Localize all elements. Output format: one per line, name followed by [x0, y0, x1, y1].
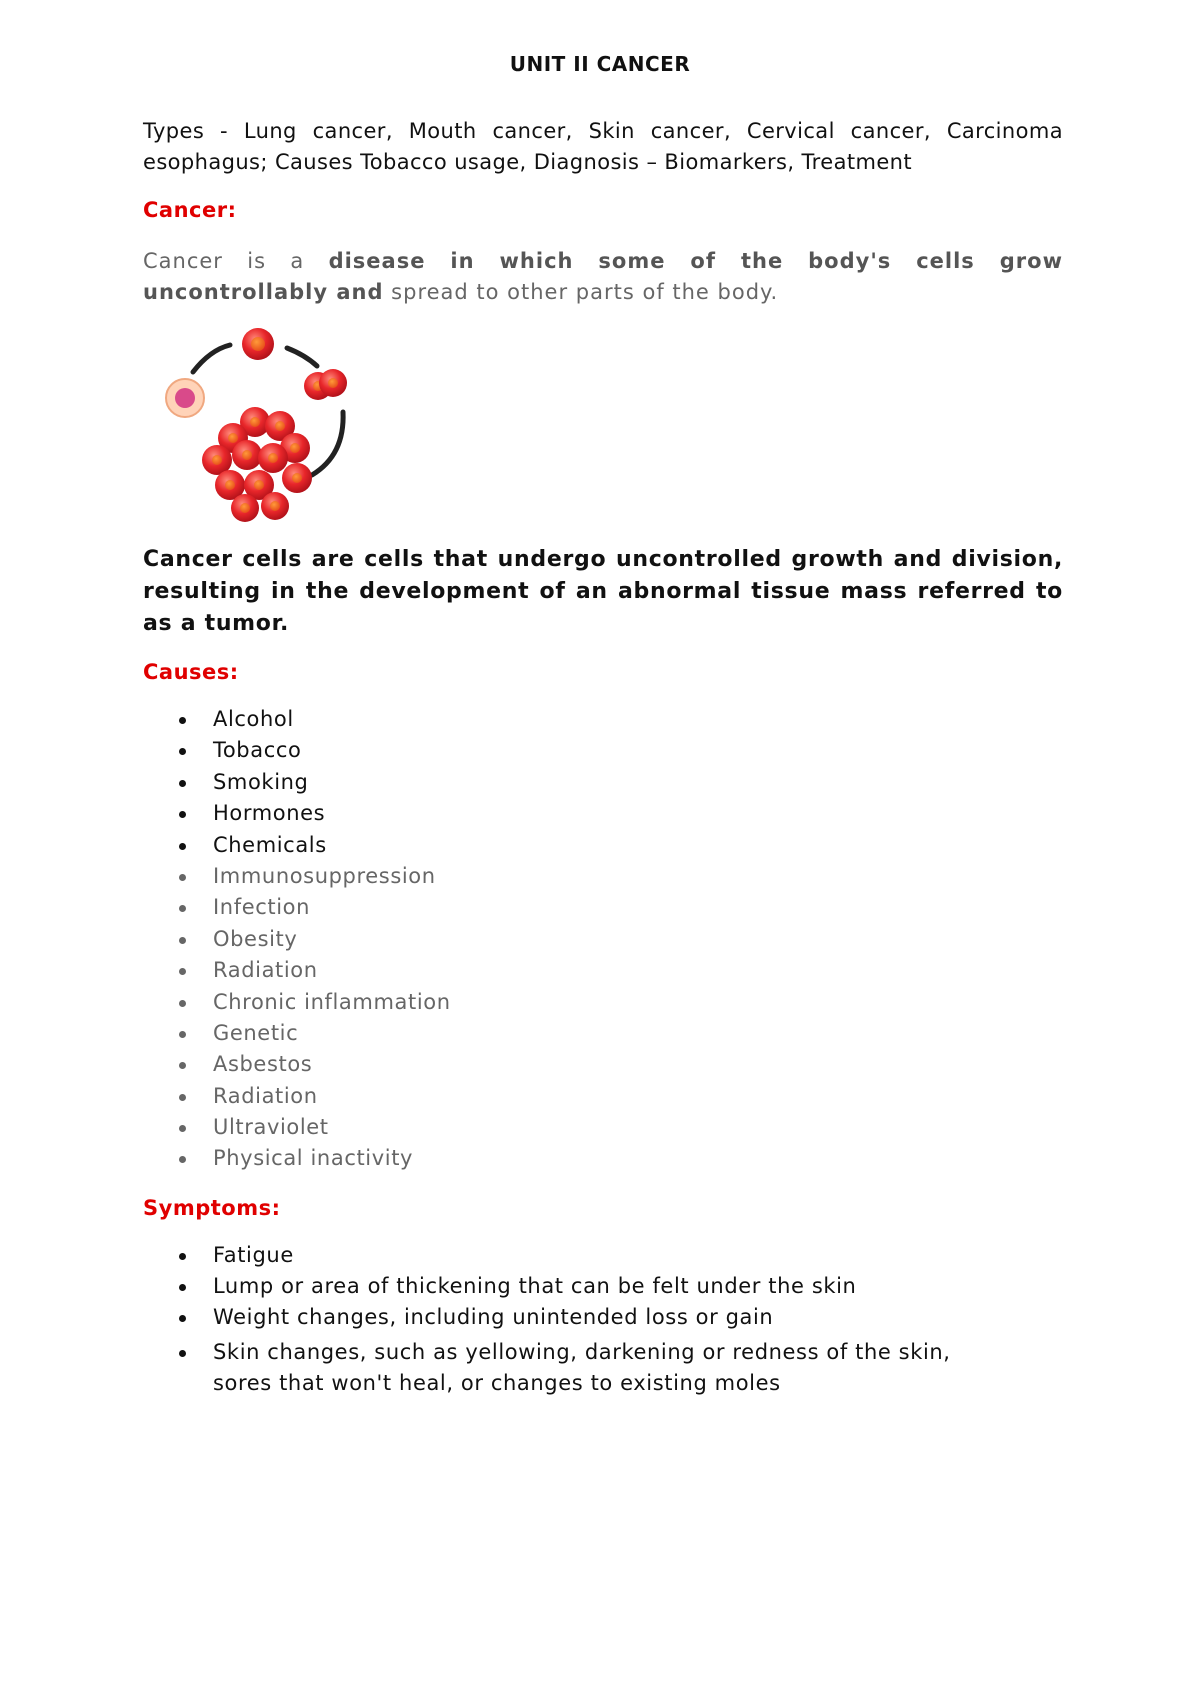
cancer-cells-paragraph: Cancer cells are cells that undergo uncontrolled growth and division, resulting in the development of an abnormal tissue mass referred to as a tumor. [143, 547, 1063, 636]
list-item: Asbestos [143, 1049, 1063, 1080]
list-item: Infection [143, 892, 1063, 923]
list-item: Tobacco [143, 735, 1063, 766]
list-item: Radiation [143, 955, 1063, 986]
list-item: Radiation [143, 1081, 1063, 1112]
list-item: Smoking [143, 767, 1063, 798]
list-item: Ultraviolet [143, 1112, 1063, 1143]
definition-bold-text: disease in which some of the body's cells grow uncontrollably and [143, 249, 1063, 304]
symptoms-list [143, 1240, 1063, 1399]
list-item: Chronic inflammation [143, 987, 1063, 1018]
list-item: Hormones [143, 798, 1063, 829]
list-item: Lump or area of thickening that can be felt under the skin [143, 1271, 1063, 1302]
page-title: UNIT II CANCER [509, 52, 691, 76]
list-item: Weight changes, including unintended loss or gain [143, 1302, 1063, 1333]
symptoms-heading: Symptoms: [143, 1196, 281, 1220]
causes-heading: Causes: [143, 660, 239, 684]
list-item: Fatigue [143, 1240, 1063, 1271]
causes-list [143, 704, 1063, 1175]
definition-text-2: spread to other parts of the body. [383, 280, 779, 304]
list-item: Physical inactivity [143, 1143, 1063, 1174]
list-item: Chemicals [143, 830, 1063, 861]
types-paragraph: Types - Lung cancer, Mouth cancer, Skin cancer, Cervical cancer, Carcinoma esophagus; Causes Tobacco usage, Diagnosis – Biomarkers, Treatment [143, 119, 1063, 174]
definition-text-1: Cancer is a [143, 249, 329, 273]
list-item: Alcohol [143, 704, 1063, 735]
list-item: Skin changes, such as yellowing, darkening or redness of the skin, sores that won't heal, or changes to existing moles [143, 1337, 1013, 1399]
cancer-heading: Cancer: [143, 198, 237, 222]
cancer-cell-growth-icon [155, 320, 385, 530]
cancer-definition [143, 246, 1063, 308]
list-item: Genetic [143, 1018, 1063, 1049]
list-item: Obesity [143, 924, 1063, 955]
list-item: Immunosuppression [143, 861, 1063, 892]
